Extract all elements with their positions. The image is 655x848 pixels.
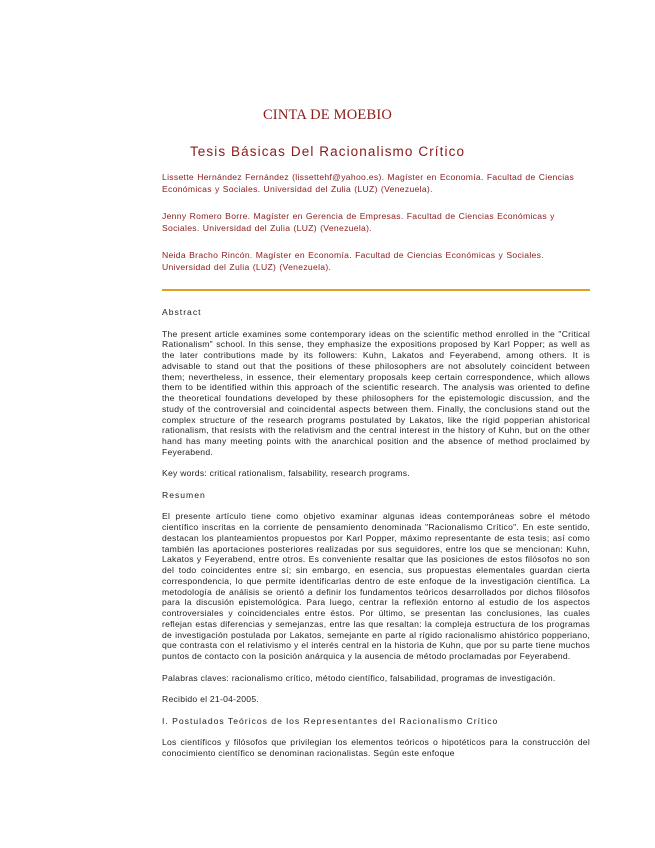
abstract-heading: Abstract bbox=[162, 307, 202, 317]
author-entry: Lissette Hernández Fernández (lissettehf@yahoo.es). Magíster en Economía. Facultad de Ciencias Económicas y Sociales. Universidad del Zulia (LUZ) (Venezuela). bbox=[162, 172, 575, 194]
section-heading: I. Postulados Teóricos de los Representantes del Racionalismo Crítico bbox=[162, 715, 499, 726]
abstract-text: The present article examines some contemporary ideas on the scientific method enrolled in the "Critical Rationalism" school. In this sense, they emphasize the expositions proposed by Karl Popper; as well as the later contributions made by its followers: Kuhn, Lakatos and Feyerabend, among others. It is advisable to stand out that the positions of these philosophers are not absolutely coincident between them; nevertheless, in essence, their elementary proposals keep certain correspondence, which allows them to be identified within this approach of the scientific research. The analysis was oriented to define the theoretical foundations developed by these philosophers for the epistemologic discussion, and the study of the controversial and coincidental aspects between them. Finally, the conclusions stand out the complex structure of the research programs postulated by Lakatos, like the rigid popperian ahistorical rationalism, that resists with the relativism and the central interest in the history of Kuhn, but on the other hand has many meeting points with the anarchical position and the absence of method proclaimed by Feyerabend. bbox=[162, 328, 590, 457]
article-title: Tesis Básicas Del Racionalismo Crítico bbox=[189, 144, 466, 159]
author-entry: Jenny Romero Borre. Magíster en Gerencia de Empresas. Facultad de Ciencias Económicas y Sociales. Universidad del Zulia (LUZ) (Venezuela). bbox=[162, 211, 555, 233]
author-entry: Neida Bracho Rincón. Magíster en Economía. Facultad de Ciencias Económicas y Sociales. Universidad del Zulia (LUZ) (Venezuela). bbox=[162, 250, 544, 272]
received-date: Recibido el 21-04-2005. bbox=[162, 694, 259, 704]
abstract-keywords: Key words: critical rationalism, falsability, research programs. bbox=[162, 468, 410, 479]
authors-block bbox=[162, 172, 590, 289]
journal-name: CINTA DE MOEBIO bbox=[262, 107, 393, 123]
section-divider bbox=[162, 289, 590, 291]
resumen-keywords: Palabras claves: racionalismo crítico, método científico, falsabilidad, programas de investigación. bbox=[162, 672, 556, 683]
section-text: Los científicos y filósofos que privilegian los elementos teóricos o hipotéticos para la construcción del conocimiento científico se denominan racionalistas. Según este enfoque bbox=[162, 737, 590, 758]
resumen-heading: Resumen bbox=[162, 489, 206, 500]
article-body bbox=[162, 307, 590, 769]
resumen-text: El presente artículo tiene como objetivo examinar algunas ideas contemporáneas sobre el método científico inscritas en la corriente de pensamiento denominada "Racionalismo Crítico". En este sentido, destacan los planteamientos propuestos por Karl Popper, máximo representante de esta tesis; así como también las aportaciones posteriores realizadas por sus seguidores, entre los que se mencionan: Kuhn, Lakatos y Feyerabend, entre otros. Es conveniente resaltar que las posiciones de estos filósofos no son del todo coincidentes entre sí; sin embargo, en esencia, sus propuestas elementales guardan cierta correspondencia, lo que permite identificarlas dentro de este enfoque de la investigación científica. La metodología de análisis se orientó a definir los fundamentos teóricos desarrollados por dichos filósofos para la discusión epistemológica. Para luego, centrar la reflexión entorno al estudio de los aspectos controversiales y coincidenciales entre éstos. Por último, se presentan las conclusiones, las cuales reflejan estas diferencias y semejanzas, entre las que resaltan: la compleja estructura de los programas de investigación postulada por Lakatos, semejante en parte al rígido racionalismo ahistórico popperiano, que contrasta con el relativismo y el interés central en la historia de Kuhn, que por su parte tiene muchos puntos de contacto con la posición anárquica y la ausencia de método proclamadas por Feyerabend. bbox=[162, 511, 590, 661]
